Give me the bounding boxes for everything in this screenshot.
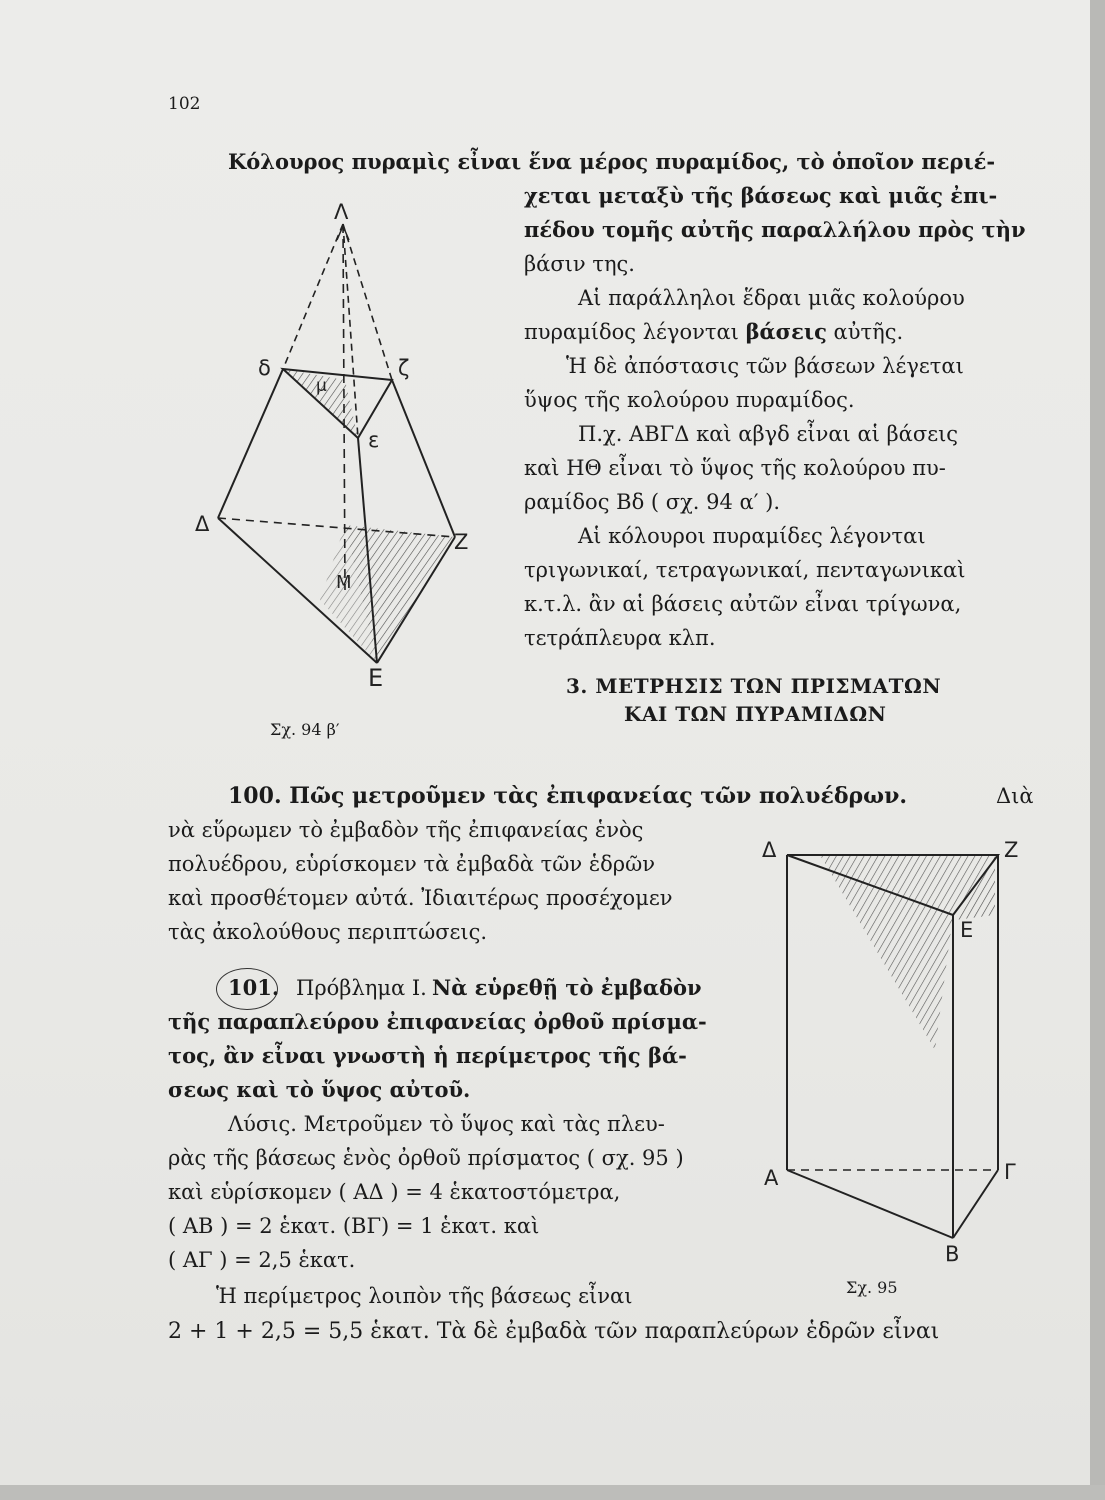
item100-line-5: τὰς ἀκολούθους περιπτώσεις. [168,920,488,944]
intro-line-2: χεται μεταξὺ τῆς βάσεως καὶ μιᾶς ἐπι- [524,183,998,208]
para3-line-3: κ.τ.λ. ἂν αἱ βάσεις αὐτῶν εἶναι τρίγωνα, [524,592,962,616]
fig95-label-D: Δ [762,838,777,862]
fig94-label-M: Μ [336,572,352,593]
item100-line-2: νὰ εὕρωμεν τὸ ἐμβαδὸν τῆς ἐπιφανείας ἑνὸς [168,818,644,842]
fig95-label-Z: Ζ [1004,838,1019,862]
fig94-label-m: μ [316,376,327,396]
item101-solution-4: ( ΑΒ ) = 2 ἑκατ. (ΒΓ) = 1 ἑκατ. καὶ [168,1214,540,1238]
intro-line-4: βάσιν της. [524,252,635,276]
intro-line-1: Κόλουρος πυραμὶς εἶναι ἕνα μέρος πυραμίδος, τὸ ὁποῖον περιέ- [228,149,996,174]
fig94-caption: Σχ. 94 β′ [270,720,340,739]
para3-line-2: τριγωνικαί, τετραγωνικαί, πενταγωνικαὶ [524,558,966,582]
fig95-label-G: Γ [1004,1160,1016,1184]
figure-95-prism [760,830,1040,1280]
fig94-label-Z: Ζ [454,530,469,554]
item101-question-3: τος, ἂν εἶναι γνωστὴ ἡ περίμετρος τῆς βά- [168,1043,687,1068]
fig94-label-z: ζ [398,356,410,380]
fig94-label-e: ε [368,428,380,452]
figure-94-frustum [190,190,490,700]
fig94-label-d: δ [258,356,271,380]
section-heading-line-1: 3. ΜΕΤΡΗΣΙΣ ΤΩΝ ΠΡΙΣΜΑΤΩΝ [566,674,942,698]
item100-line-4: καὶ προσθέτομεν αὐτά. Ἰδιαιτέρως προσέχομεν [168,886,673,910]
item101-question-4: σεως καὶ τὸ ὕψος αὐτοῦ. [168,1077,471,1102]
intro-line-3: πέδου τομῆς αὐτῆς παραλλήλου πρὸς τὴν [524,217,1026,242]
para2-line-2: καὶ ΗΘ εἶναι τὸ ὕψος τῆς κολούρου πυ- [524,456,946,480]
para3-line-4: τετράπλευρα κλπ. [524,626,716,650]
fig94-label-apex: Λ [334,200,349,224]
para1-line-1: Αἱ παράλληλοι ἕδραι μιᾶς κολούρου [578,286,965,310]
page-edge-bottom [0,1485,1105,1500]
item101-solution-5: ( ΑΓ ) = 2,5 ἑκατ. [168,1248,356,1272]
term-bases: βάσεις [745,319,827,344]
item101-solution-3: καὶ εὑρίσκομεν ( ΑΔ ) = 4 ἑκατοστόμετρα, [168,1180,621,1204]
item101-problem-label: Πρόβλημα Ι. [296,976,427,1000]
page-number: 102 [168,94,201,114]
fig95-label-B: Β [945,1242,960,1266]
para3-line-1: Αἱ κόλουροι πυραμίδες λέγονται [578,524,926,548]
item100-line-3: πολυέδρου, εὑρίσκομεν τὰ ἐμβαδὰ τῶν ἑδρῶν [168,852,655,876]
fig95-label-A: Α [764,1166,779,1190]
item101-number: 101. [228,975,280,1000]
fig95-label-E: Ε [960,918,974,942]
para1-line-3: Ἡ δὲ ἀπόστασις τῶν βάσεων λέγεται [566,354,964,378]
item100-tail: Διὰ [996,784,1034,808]
fig94-label-D: Δ [195,512,210,536]
fig94-label-E: Ε [368,664,384,692]
para1-line-4: ὕψος τῆς κολούρου πυραμίδος. [524,388,855,412]
fig95-caption: Σχ. 95 [846,1278,898,1297]
item101-solution-6: Ἡ περίμετρος λοιπὸν τῆς βάσεως εἶναι [216,1284,633,1308]
para2-line-1: Π.χ. ΑΒΓΔ καὶ αβγδ εἶναι αἱ βάσεις [578,422,959,446]
item101-question-2: τῆς παραπλεύρου ἐπιφανείας ὀρθοῦ πρίσμα- [168,1009,707,1034]
para2-line-3: ραμίδος Βδ ( σχ. 94 α′ ). [524,490,781,514]
item101-solution-2: ρὰς τῆς βάσεως ἑνὸς ὀρθοῦ πρίσματος ( σχ. 95 ) [168,1146,684,1170]
item101-solution-1: Λύσις. Μετροῦμεν τὸ ὕψος καὶ τὰς πλευ- [228,1112,665,1136]
item101-solution-7: 2 + 1 + 2,5 = 5,5 ἑκατ. Τὰ δὲ ἐμβαδὰ τῶν παραπλεύρων ἑδρῶν εἶναι [168,1319,940,1344]
item101-question-1: Νὰ εὑρεθῇ τὸ ἐμβαδὸν [432,975,702,1000]
page-edge-right [1090,0,1105,1500]
para1-line-2: πυραμίδος λέγονται βάσεις αὐτῆς. [524,319,904,344]
item100-heading: 100. Πῶς μετροῦμεν τὰς ἐπιφανείας τῶν πολυέδρων. [228,783,907,809]
section-heading-line-2: ΚΑΙ ΤΩΝ ΠΥΡΑΜΙΔΩΝ [624,702,887,726]
